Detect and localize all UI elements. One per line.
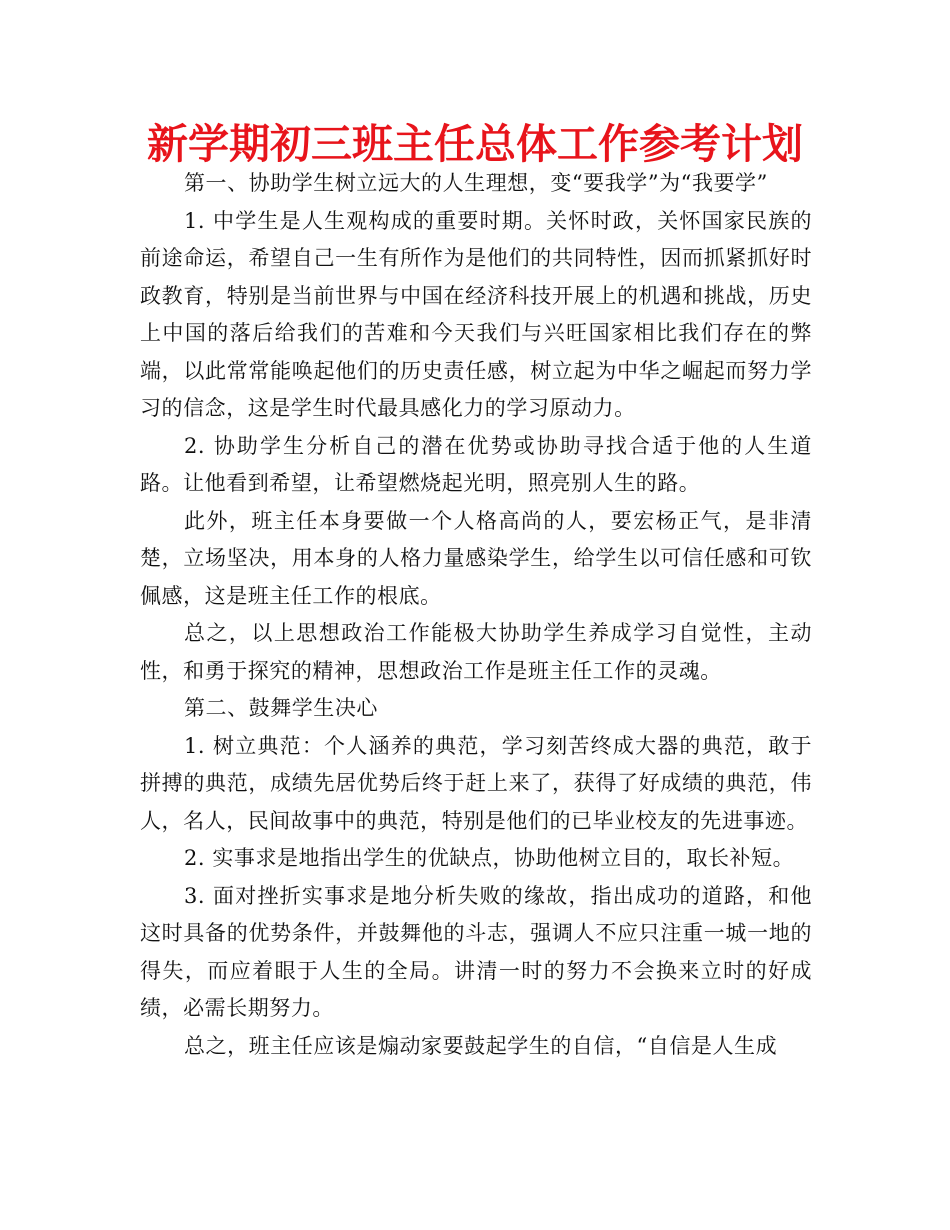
paragraph: 第一、协助学生树立远大的人生理想，变“要我学”为“我要学” — [184, 171, 768, 195]
paragraph: 第二、鼓舞学生决心 — [184, 696, 378, 720]
paragraph: 3. 面对挫折实事求是地分析失败的缘故，指出成功的道路，和他这时具备的优势条件，并鼓舞他的斗志，强调人不应只注重一城一地的得失，而应着眼于人生的全局。讲清一时的努力不会换来立时的好成绩，必需长期努力。 — [140, 883, 812, 1020]
paragraph: 1. 中学生是人生观构成的重要时期。关怀时政，关怀国家民族的前途命运，希望自己一生有所作为是他们的共同特性，因而抓紧抓好时政教育，特别是当前世界与中国在经济科技开展上的机遇和挑战，历史上中国的落后给我们的苦难和今天我们与兴旺国家相比我们存在的弊端，以此常常能唤起他们的历史责任感，树立起为中华之崛起而努力学习的信念，这是学生时代最具感化力的学习原动力。 — [140, 208, 812, 420]
paragraph: 1. 树立典范：个人涵养的典范，学习刻苦终成大器的典范，敢于拼搏的典范，成绩先居优势后终于赶上来了，获得了好成绩的典范，伟人，名人，民间故事中的典范，特别是他们的已毕业校友的先进事迹。 — [140, 733, 812, 833]
paragraph: 2. 协助学生分析自己的潜在优势或协助寻找合适于他的人生道路。让他看到希望，让希望燃烧起光明，照亮别人生的路。 — [140, 433, 812, 495]
document-body — [140, 165, 812, 1065]
paragraph: 2. 实事求是地指出学生的优缺点，协助他树立目的，取长补短。 — [184, 846, 795, 870]
document-title: 新学期初三班主任总体工作参考计划 — [147, 120, 803, 168]
paragraph: 此外，班主任本身要做一个人格高尚的人，要宏杨正气，是非清楚，立场坚决，用本身的人格力量感染学生，给学生以可信任感和可钦佩感，这是班主任工作的根底。 — [140, 508, 812, 608]
paragraph: 总之，班主任应该是煽动家要鼓起学生的自信，“自信是人生成 — [184, 1033, 778, 1058]
paragraph: 总之，以上思想政治工作能极大协助学生养成学习自觉性，主动性，和勇于探究的精神，思想政治工作是班主任工作的灵魂。 — [140, 621, 812, 683]
